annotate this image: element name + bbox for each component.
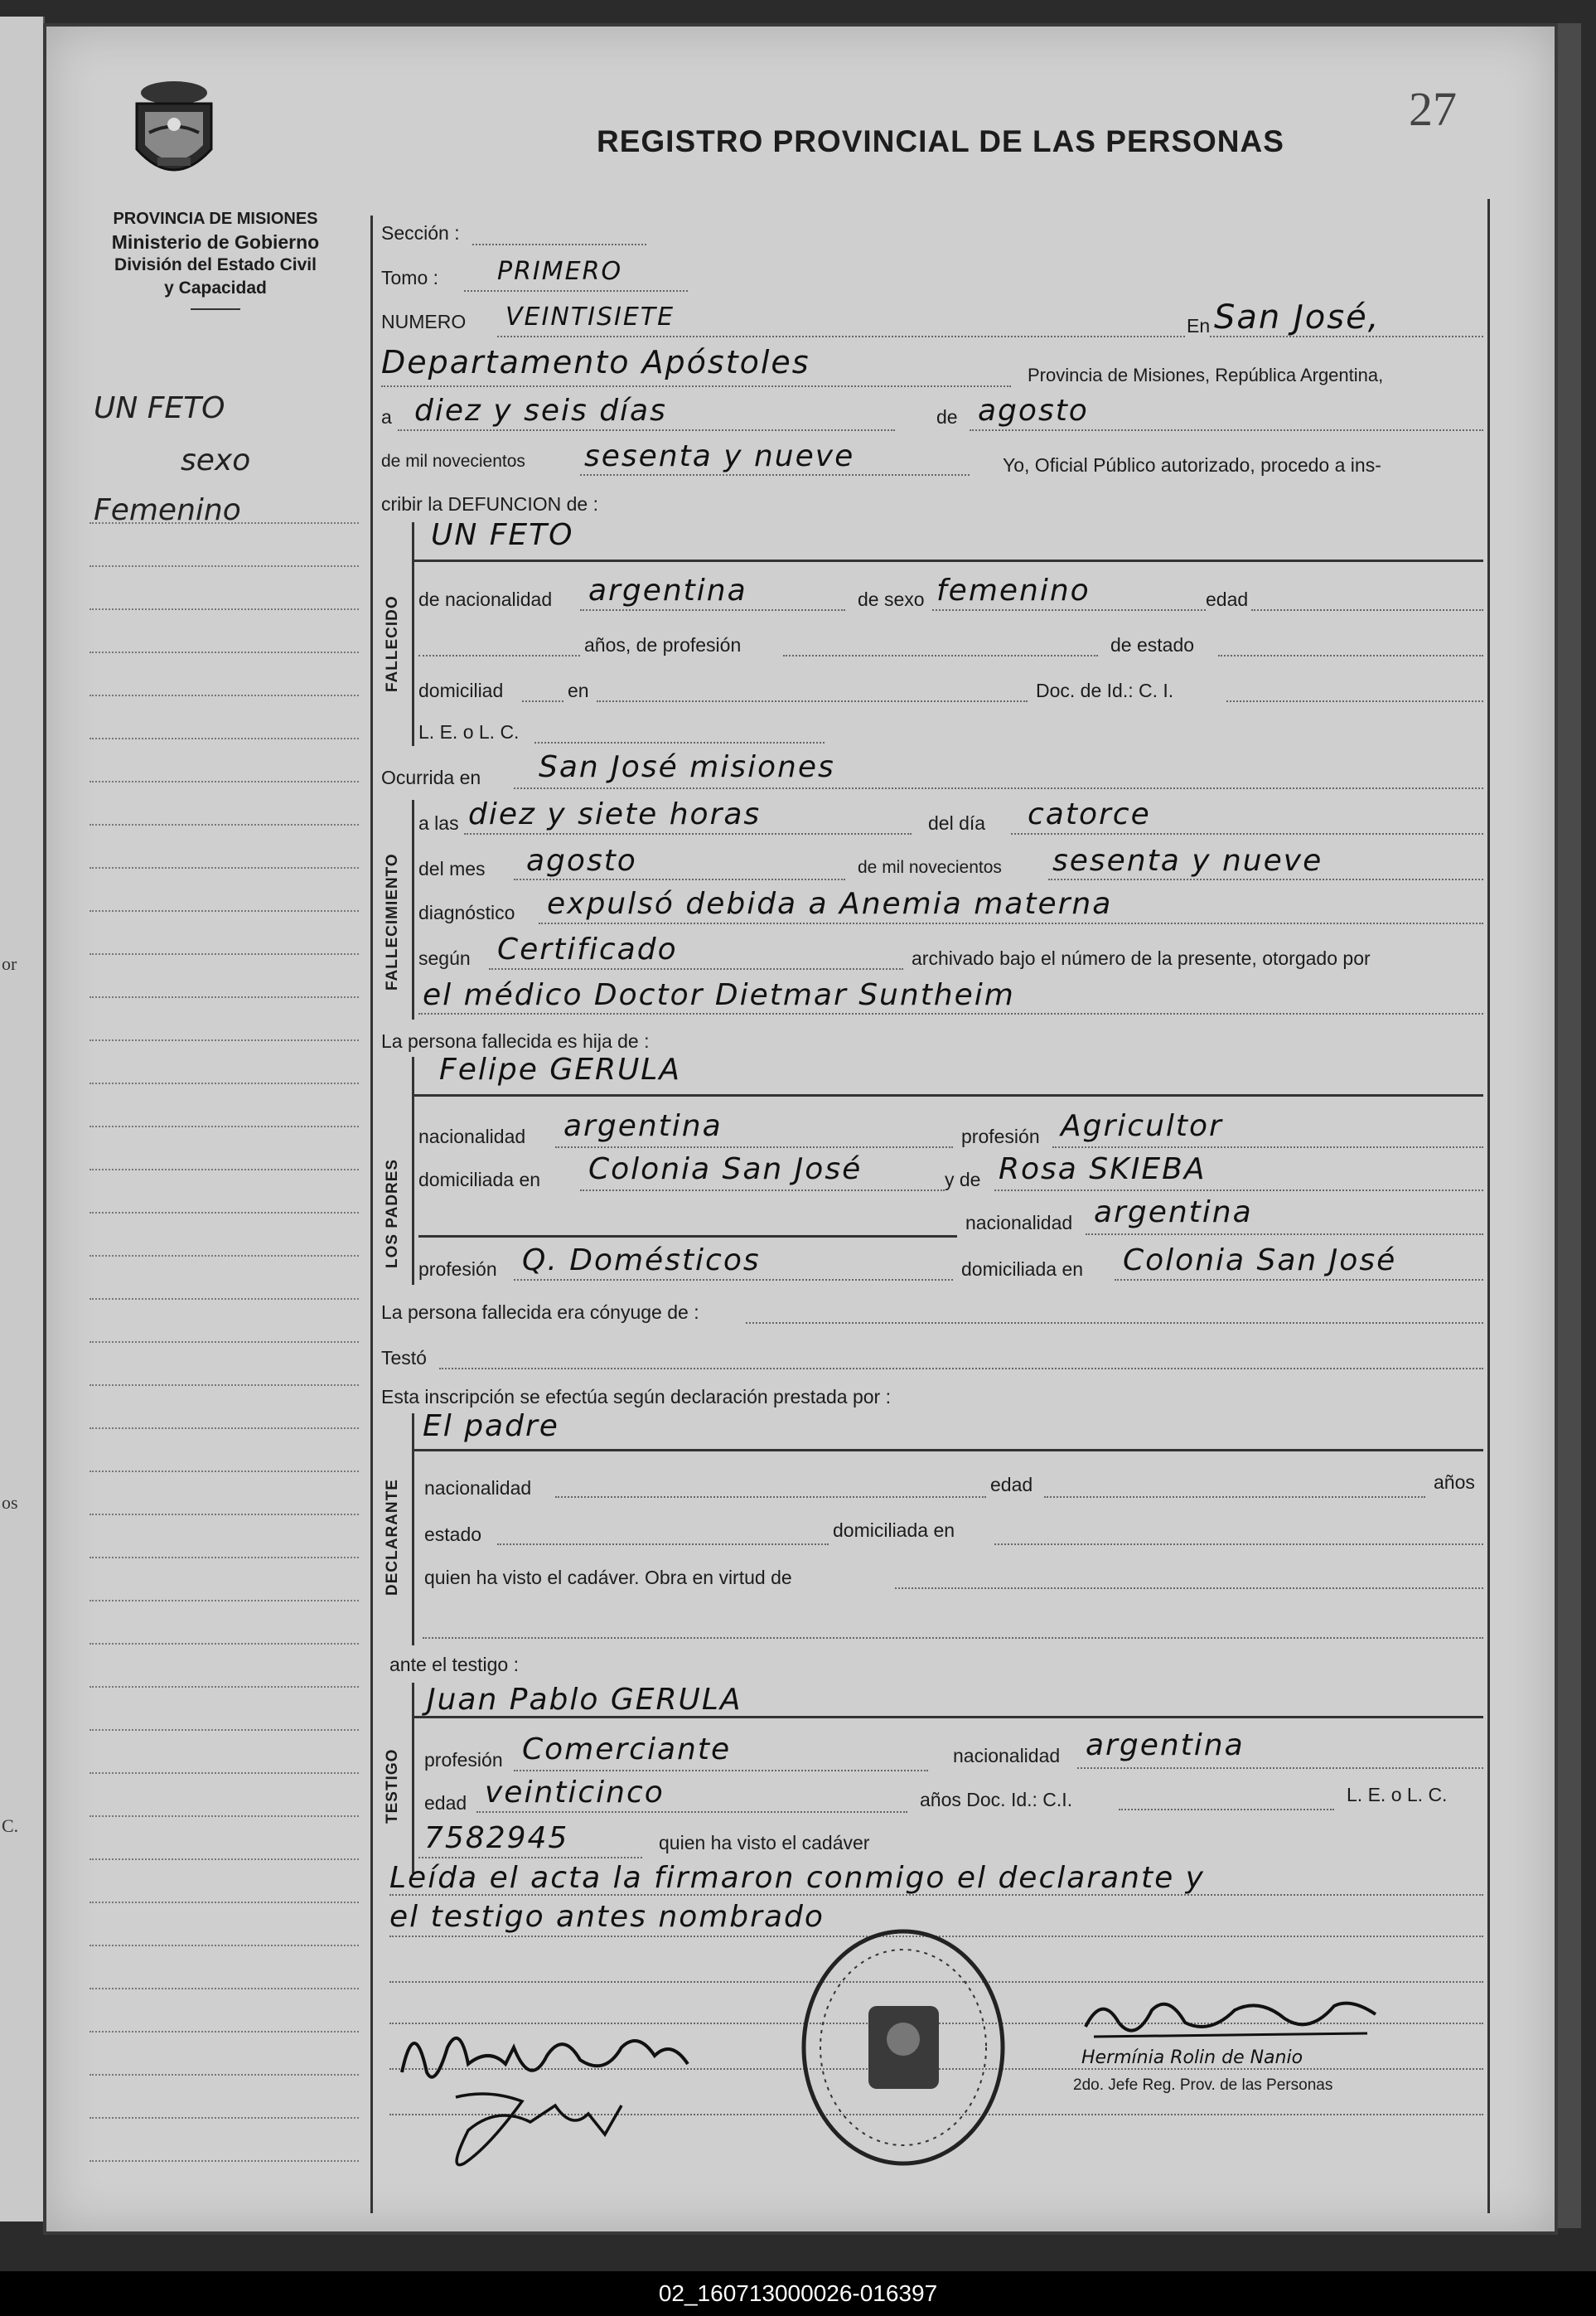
testigo-name-line <box>414 1716 1483 1718</box>
horas-line <box>464 833 912 835</box>
anios-label: años, de profesión <box>584 634 742 656</box>
en-label: En <box>1187 315 1211 337</box>
sexo-value: femenino <box>936 574 1091 608</box>
sexo-line <box>932 609 1206 611</box>
provincial-coat-of-arms-icon <box>124 75 224 191</box>
fallecido-name: UN FETO <box>431 518 574 552</box>
medico-line <box>418 1013 1483 1015</box>
doc-label-2: años Doc. Id.: C.I. <box>920 1789 1073 1810</box>
testigo-edad-line <box>476 1811 907 1813</box>
margin-ruled-line <box>89 867 359 869</box>
madre-blank-line <box>418 1235 957 1238</box>
ministry-name: Ministerio de Gobierno <box>111 231 320 253</box>
margin-ruled-line <box>89 1384 359 1386</box>
margin-ruled-line <box>89 1471 359 1472</box>
mes-line-2 <box>514 879 845 880</box>
margin-note-line-2: sexo <box>181 443 251 477</box>
division-name: División del Estado Civil <box>114 255 317 274</box>
testigo-docnum-line <box>418 1857 642 1858</box>
segun-line <box>489 968 903 970</box>
anio-value: sesenta y nueve <box>584 439 855 473</box>
margin-ruled-line <box>89 652 359 653</box>
margin-ruled-line <box>89 695 359 696</box>
domiciliada-label: domiciliada en <box>418 1169 541 1190</box>
margin-ruled-line <box>89 1945 359 1946</box>
margin-ruled-line <box>89 1212 359 1214</box>
testigo-prof-line <box>514 1770 928 1771</box>
margin-ruled-line <box>89 1169 359 1170</box>
margin-ruled-line <box>89 608 359 610</box>
adjacent-page-edge: or os C. <box>0 17 45 2222</box>
margin-ruled-line <box>89 1600 359 1601</box>
mes-value-2: agosto <box>526 844 637 878</box>
padre-name-line <box>414 1094 1483 1097</box>
dia-label: del día <box>928 812 986 834</box>
margin-ruled-line <box>89 1858 359 1860</box>
decl-dom-line <box>994 1543 1483 1545</box>
mes-label: del mes <box>418 858 486 879</box>
departamento-value: Departamento Apóstoles <box>381 344 810 380</box>
margin-ruled-line <box>89 1643 359 1645</box>
nacionalidad-label-2: nacionalidad <box>418 1126 526 1147</box>
page-number: 27 <box>1409 82 1457 136</box>
decl-estado-line <box>497 1543 829 1545</box>
tomo-label: Tomo : <box>381 267 439 288</box>
closing-line-2: el testigo antes nombrado <box>389 1900 825 1934</box>
margin-ruled-line <box>89 1729 359 1731</box>
dia-value: catorce <box>1028 797 1151 831</box>
diagnostico-value: expulsó debida a Anemia materna <box>547 887 1113 921</box>
margin-ruled-line <box>89 1514 359 1515</box>
inscribir-label: cribir la DEFUNCION de : <box>381 493 598 515</box>
ante-label: ante el testigo : <box>389 1654 519 1675</box>
dias-value: diez y seis días <box>414 394 667 428</box>
declaracion-label: Esta inscripción se efectúa según declaración prestada por : <box>381 1386 891 1408</box>
archivado-label: archivado bajo el número de la presente, otorgado por <box>912 947 1371 969</box>
de-label: de <box>936 406 958 428</box>
madre-dom-line <box>1115 1279 1483 1281</box>
padre-name: Felipe GERULA <box>439 1053 681 1087</box>
margin-ruled-line <box>89 1298 359 1300</box>
testigo-nac-line <box>1077 1767 1483 1769</box>
declarante-name: El padre <box>423 1409 559 1443</box>
margin-ruled-line <box>89 522 359 524</box>
mil-label-2: de mil novecientos <box>858 858 1002 877</box>
padres-section-label: LOS PADRES <box>384 1158 401 1268</box>
padre-prof-line <box>1052 1146 1483 1148</box>
margin-ruled-line <box>89 2074 359 2076</box>
province-name: PROVINCIA DE MISIONES <box>113 210 318 228</box>
testigo-doc-line <box>1119 1809 1334 1810</box>
madre-domicilio: Colonia San José <box>1123 1243 1397 1277</box>
edad-line <box>1251 609 1483 611</box>
dias-line <box>398 429 895 431</box>
declarante-bracket <box>412 1413 414 1645</box>
divider <box>191 308 240 310</box>
margin-ruled-line <box>89 1341 359 1343</box>
anio-value-2: sesenta y nueve <box>1052 844 1323 878</box>
margin-ruled-line <box>89 1902 359 1903</box>
margin-ruled-line <box>89 1988 359 1989</box>
right-border <box>1487 199 1490 2213</box>
margin-ruled-line <box>89 1427 359 1429</box>
decl-edad-line <box>1044 1496 1425 1498</box>
margin-ruled-line <box>89 996 359 998</box>
margin-note-line-3: Femenino <box>94 493 241 527</box>
declarante-name-line <box>414 1449 1483 1451</box>
oficial-signature-icon <box>1069 1985 1400 2052</box>
en-line <box>1210 336 1483 337</box>
margin-ruled-line <box>89 1039 359 1041</box>
margin-ruled-line <box>89 2117 359 2119</box>
margin-ruled-line <box>89 2160 359 2162</box>
padre-nacionalidad: argentina <box>563 1109 723 1143</box>
domiciliada-label-3: domiciliada en <box>833 1519 955 1541</box>
madre-profesion: Q. Domésticos <box>522 1243 761 1277</box>
nacionalidad-line <box>580 609 845 611</box>
testo-label: Testó <box>381 1347 427 1369</box>
le-label: L. E. o L. C. <box>418 721 520 743</box>
ocurrida-label: Ocurrida en <box>381 767 481 788</box>
testigo-bracket <box>412 1683 414 1873</box>
domiciliada-label-2: domiciliada en <box>961 1258 1084 1280</box>
tomo-value: PRIMERO <box>497 257 623 286</box>
testigo-name: Juan Pablo GERULA <box>427 1683 742 1717</box>
hija-label: La persona fallecida es hija de : <box>381 1030 650 1052</box>
margin-note-line-1: UN FETO <box>94 391 225 425</box>
padre-domicilio: Colonia San José <box>588 1152 863 1186</box>
seccion-line <box>472 244 646 245</box>
padres-bracket <box>412 1057 414 1285</box>
padre-profesion: Agricultor <box>1061 1109 1223 1143</box>
visto-label-2: quien ha visto el cadáver <box>659 1832 870 1853</box>
departamento-line <box>381 385 1011 387</box>
domicilio-en-line <box>597 700 1028 702</box>
testigo-nacionalidad: argentina <box>1086 1728 1245 1762</box>
edad-label-2: edad <box>990 1474 1033 1495</box>
oficial-role: 2do. Jefe Reg. Prov. de las Personas <box>1073 2076 1333 2094</box>
margin-ruled-line <box>89 2031 359 2033</box>
estado-line <box>1218 655 1483 657</box>
segun-value: Certificado <box>497 933 678 967</box>
declarante-signature-icon <box>389 1998 787 2180</box>
fallecimiento-bracket <box>412 800 414 1020</box>
anio-line-2 <box>1048 879 1483 880</box>
closing-line-1-rule <box>389 1894 1483 1896</box>
nacionalidad-value: argentina <box>588 574 747 608</box>
margin-ruled-line <box>89 953 359 955</box>
yde-label: y de <box>945 1169 981 1190</box>
division-name-2: y Capacidad <box>164 279 267 298</box>
margin-ruled-line <box>89 1255 359 1257</box>
profesion-label-2: profesión <box>418 1258 497 1280</box>
nacionalidad-label-4: nacionalidad <box>424 1477 532 1499</box>
tomo-line <box>464 290 688 292</box>
margin-ruled-line <box>89 781 359 782</box>
profesion-line <box>783 655 1098 657</box>
doc-label: Doc. de Id.: C. I. <box>1036 680 1174 701</box>
numero-label: NUMERO <box>381 311 467 332</box>
nacionalidad-label: de nacionalidad <box>418 589 553 610</box>
ocurrida-line <box>514 787 1483 789</box>
decl-virtud-line <box>895 1587 1483 1589</box>
conyuge-line <box>746 1322 1483 1324</box>
estado-label-2: estado <box>424 1524 482 1545</box>
diagnostico-line <box>539 923 1483 924</box>
margin-ruled-line <box>89 1686 359 1688</box>
visto-label: quien ha visto el cadáver. Obra en virtud de <box>424 1567 792 1588</box>
sexo-label: de sexo <box>858 589 925 610</box>
edad-label: edad <box>1206 589 1249 610</box>
dia-line <box>1011 833 1483 835</box>
provincia-label: Provincia de Misiones, República Argentina, <box>1028 365 1384 385</box>
closing-line-1: Leída el acta la firmaron conmigo el declarante y <box>389 1861 1205 1895</box>
margin-ruled-line <box>89 565 359 567</box>
conyuge-label: La persona fallecida era cónyuge de : <box>381 1301 699 1323</box>
testo-line <box>439 1368 1483 1369</box>
page-title: REGISTRO PROVINCIAL DE LAS PERSONAS <box>597 124 1284 158</box>
las-label: a las <box>418 812 459 834</box>
margin-notes-column <box>89 390 359 2172</box>
margin-ruled-line <box>89 738 359 739</box>
anio-line <box>580 474 970 476</box>
ocurrida-value: San José misiones <box>539 750 835 784</box>
official-seal-icon <box>796 1923 1011 2172</box>
numero-line <box>497 336 1185 337</box>
declarante-section-label: DECLARANTE <box>384 1479 401 1596</box>
fallecido-name-line <box>414 560 1483 562</box>
domicilio-label: domiciliad <box>418 680 504 701</box>
profesion-label-3: profesión <box>424 1749 503 1771</box>
testigo-doc-number: 7582945 <box>424 1821 569 1855</box>
domicilio-line <box>522 700 563 702</box>
decl-extra-line <box>423 1637 1483 1639</box>
medico-value: el médico Doctor Dietmar Suntheim <box>423 978 1015 1012</box>
mes-value: agosto <box>978 394 1089 428</box>
margin-ruled-line <box>89 1083 359 1084</box>
profesion-label: profesión <box>961 1126 1040 1147</box>
decl-nac-line <box>555 1496 986 1498</box>
margin-ruled-line <box>89 1772 359 1774</box>
margin-ruled-line <box>89 1126 359 1127</box>
mil-label: de mil novecientos <box>381 452 525 471</box>
padre-dom-line <box>580 1189 945 1191</box>
mes-line <box>970 429 1483 431</box>
diagnostico-label: diagnóstico <box>418 902 515 923</box>
fallecido-bracket <box>412 522 414 746</box>
oficial-label: Yo, Oficial Público autorizado, procedo a ins- <box>1003 454 1381 476</box>
horas-value: diez y siete horas <box>468 797 762 831</box>
le-label-2: L. E. o L. C. <box>1347 1784 1448 1805</box>
margin-ruled-line <box>89 824 359 826</box>
nacionalidad-label-5: nacionalidad <box>953 1745 1061 1766</box>
madre-nac-line <box>1086 1233 1483 1235</box>
anios-label-2: años <box>1434 1471 1475 1493</box>
fallecido-section-label: FALLECIDO <box>384 595 401 692</box>
segun-label: según <box>418 947 471 969</box>
image-id-caption: 02_160713000026-016397 <box>0 2271 1596 2316</box>
madre-name-line <box>994 1189 1483 1191</box>
fallecimiento-section-label: FALLECIMIENTO <box>384 853 401 991</box>
a-label: a <box>381 406 392 428</box>
testigo-edad: veinticinco <box>485 1776 665 1810</box>
en-value: San José, <box>1214 298 1381 337</box>
estado-label: de estado <box>1110 634 1195 656</box>
numero-value: VEINTISIETE <box>505 303 675 332</box>
margin-ruled-line <box>89 1815 359 1817</box>
seccion-label: Sección : <box>381 222 460 244</box>
madre-name: Rosa SKIEBA <box>999 1152 1207 1186</box>
margin-ruled-line <box>89 910 359 912</box>
le-line <box>534 742 825 744</box>
madre-nacionalidad: argentina <box>1094 1195 1253 1229</box>
testigo-section-label: TESTIGO <box>384 1748 401 1824</box>
en-label-2: en <box>568 680 589 701</box>
doc-line <box>1226 700 1483 702</box>
oficial-name: Hermínia Rolin de Nanio <box>1081 2047 1303 2068</box>
madre-prof-line <box>514 1279 953 1281</box>
edad-label-3: edad <box>424 1792 467 1814</box>
testigo-profesion: Comerciante <box>522 1732 732 1766</box>
margin-ruled-line <box>89 1557 359 1558</box>
anios-line <box>418 655 580 657</box>
margin-divider <box>370 216 373 2213</box>
issuing-office <box>70 207 360 310</box>
padre-nac-line <box>555 1146 953 1148</box>
nacionalidad-label-3: nacionalidad <box>965 1212 1073 1233</box>
